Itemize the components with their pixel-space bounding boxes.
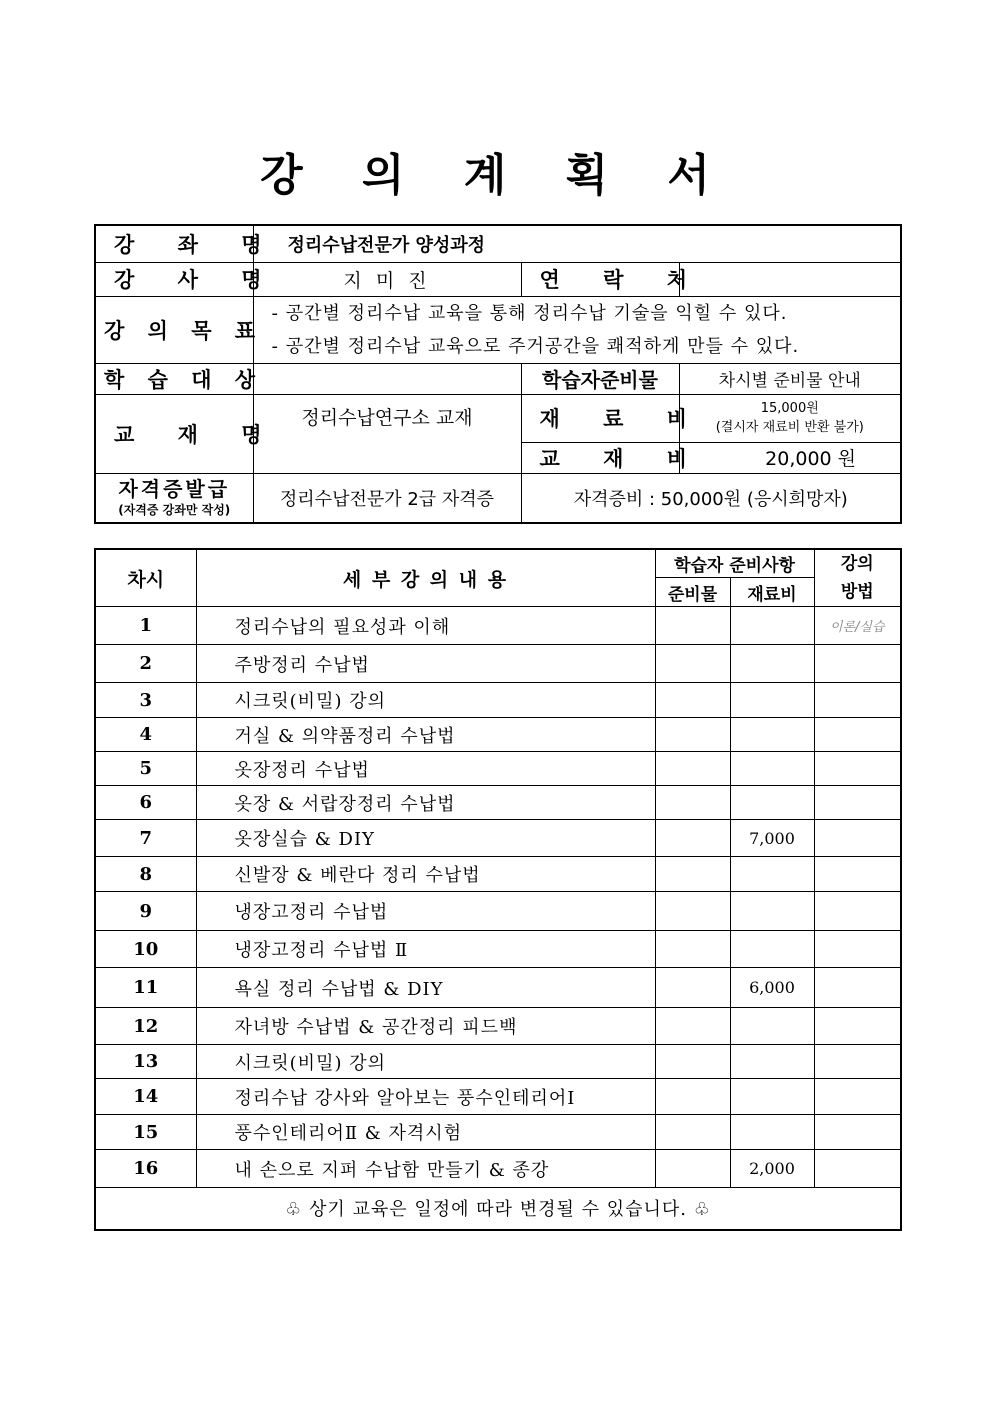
cert-value: 정리수납전문가 2급 자격증 [253,473,521,523]
session-method [814,786,901,820]
target-label: 학 습 대 상 [95,363,253,394]
cert-sublabel: (자격증 강좌만 작성) [118,502,231,517]
session-content: 자녀방 수납법 & 공간정리 피드백 [196,1008,655,1045]
col-content-header: 세 부 강 의 내 용 [196,549,655,607]
col-material-header: 재료비 [730,578,814,607]
session-content: 옷장 & 서랍장정리 수납법 [196,786,655,820]
session-material-fee [730,892,814,931]
table-row [95,892,901,931]
table-row [95,607,901,645]
session-number: 4 [95,718,196,752]
session-content: 거실 & 의약품정리 수납법 [196,718,655,752]
session-prep [655,1150,730,1188]
schedule-change-note: ♧ 상기 교육은 일정에 따라 변경될 수 있습니다. ♧ [95,1188,901,1230]
material-fee-value: 15,000원 [760,401,819,416]
table-row [95,683,901,718]
table-row [95,752,901,786]
session-prep [655,683,730,718]
session-method [814,1079,901,1115]
session-material-fee: 7,000 [730,820,814,857]
session-content: 옷장정리 수납법 [196,752,655,786]
target-value [253,363,521,394]
goal-value [253,296,901,363]
session-number: 13 [95,1045,196,1079]
table-row [95,1079,901,1115]
session-content: 주방정리 수납법 [196,645,655,683]
lecture-plan-table [94,548,902,1231]
session-prep [655,645,730,683]
session-number: 6 [95,786,196,820]
session-material-fee [730,931,814,968]
table-row [95,968,901,1008]
col-method-header [814,549,901,607]
material-fee-label: 재 료 비 [521,394,679,442]
table-row [95,1115,901,1150]
goal-line-2: - 공간별 정리수납 교육으로 주거공간을 쾌적하게 만들 수 있다. [271,335,800,357]
session-content: 냉장고정리 수납법 [196,892,655,931]
table-row [95,1008,901,1045]
col-prep-header: 준비물 [655,578,730,607]
session-content: 냉장고정리 수납법 Ⅱ [196,931,655,968]
session-content: 시크릿(비밀) 강의 [196,1045,655,1079]
session-method [814,931,901,968]
session-method: 이론/실습 [814,607,901,645]
goal-label: 강 의 목 표 [95,296,253,363]
session-method [814,1045,901,1079]
session-prep [655,718,730,752]
session-number: 7 [95,820,196,857]
session-method [814,820,901,857]
session-prep [655,1045,730,1079]
session-method [814,857,901,892]
table-row [95,820,901,857]
goal-line-1: - 공간별 정리수납 교육을 통해 정리수납 기술을 익힐 수 있다. [271,302,788,324]
session-method [814,892,901,931]
session-material-fee [730,752,814,786]
col-session-header: 차시 [95,549,196,607]
session-method [814,683,901,718]
session-method [814,752,901,786]
instructor-label: 강 사 명 [95,262,253,296]
session-content: 내 손으로 지퍼 수납함 만들기 & 종강 [196,1150,655,1188]
table-row [95,931,901,968]
session-material-fee [730,1008,814,1045]
session-content: 정리수납 강사와 알아보는 풍수인테리어Ⅰ [196,1079,655,1115]
session-material-fee: 6,000 [730,968,814,1008]
session-prep [655,1008,730,1045]
session-material-fee [730,607,814,645]
session-content: 욕실 정리 수납법 & DIY [196,968,655,1008]
session-prep [655,931,730,968]
cert-label-cell [95,473,253,523]
textbook-fee-value: 20,000 원 [679,442,901,473]
session-material-fee [730,683,814,718]
table-row [95,786,901,820]
col-method-header-line-1: 강의 [840,554,874,574]
session-number: 5 [95,752,196,786]
session-content: 풍수인테리어Ⅱ & 자격시험 [196,1115,655,1150]
cert-fee: 자격증비 : 50,000원 (응시희망자) [521,473,901,523]
session-material-fee: 2,000 [730,1150,814,1188]
document-title: 강 의 계 획 서 [260,150,732,201]
session-content: 시크릿(비밀) 강의 [196,683,655,718]
session-material-fee [730,786,814,820]
session-content: 신발장 & 베란다 정리 수납법 [196,857,655,892]
session-prep [655,752,730,786]
plan-rows [95,607,901,1188]
instructor-value: 지 미 진 [253,262,521,296]
contact-value [679,262,901,296]
cert-label: 자격증발급 [118,476,231,501]
session-content: 정리수납의 필요성과 이해 [196,607,655,645]
session-prep [655,1115,730,1150]
session-prep [655,892,730,931]
textbook-fee-label: 교 재 비 [521,442,679,473]
material-fee-cell [679,394,901,442]
session-material-fee [730,857,814,892]
learner-prep-value: 차시별 준비물 안내 [679,363,901,394]
session-method [814,645,901,683]
session-method [814,718,901,752]
material-fee-note: (결시자 재료비 반환 불가) [715,420,864,435]
session-content: 옷장실습 & DIY [196,820,655,857]
textbook-value: 정리수납연구소 교재 [253,394,521,473]
session-prep [655,857,730,892]
session-material-fee [730,645,814,683]
table-row [95,857,901,892]
table-row [95,1150,901,1188]
session-prep [655,786,730,820]
table-row [95,1045,901,1079]
session-number: 16 [95,1150,196,1188]
session-number: 15 [95,1115,196,1150]
col-method-header-line-2: 방법 [840,582,874,602]
textbook-label: 교 재 명 [95,394,253,473]
session-number: 9 [95,892,196,931]
session-prep [655,820,730,857]
session-material-fee [730,718,814,752]
session-number: 11 [95,968,196,1008]
session-number: 8 [95,857,196,892]
session-number: 14 [95,1079,196,1115]
session-number: 12 [95,1008,196,1045]
session-number: 2 [95,645,196,683]
session-prep [655,1079,730,1115]
session-material-fee [730,1115,814,1150]
course-name-value: 정리수납전문가 양성과정 [253,225,901,262]
course-name-label: 강 좌 명 [95,225,253,262]
session-method [814,1008,901,1045]
table-row [95,718,901,752]
session-method [814,968,901,1008]
learner-prep-label: 학습자준비물 [521,363,679,394]
session-material-fee [730,1079,814,1115]
session-prep [655,607,730,645]
session-method [814,1115,901,1150]
session-number: 1 [95,607,196,645]
course-info-table [94,224,902,524]
contact-label: 연 락 처 [521,262,679,296]
session-number: 3 [95,683,196,718]
session-material-fee [730,1045,814,1079]
table-row [95,645,901,683]
col-prep-group-header: 학습자 준비사항 [655,549,814,578]
session-method [814,1150,901,1188]
session-number: 10 [95,931,196,968]
session-prep [655,968,730,1008]
